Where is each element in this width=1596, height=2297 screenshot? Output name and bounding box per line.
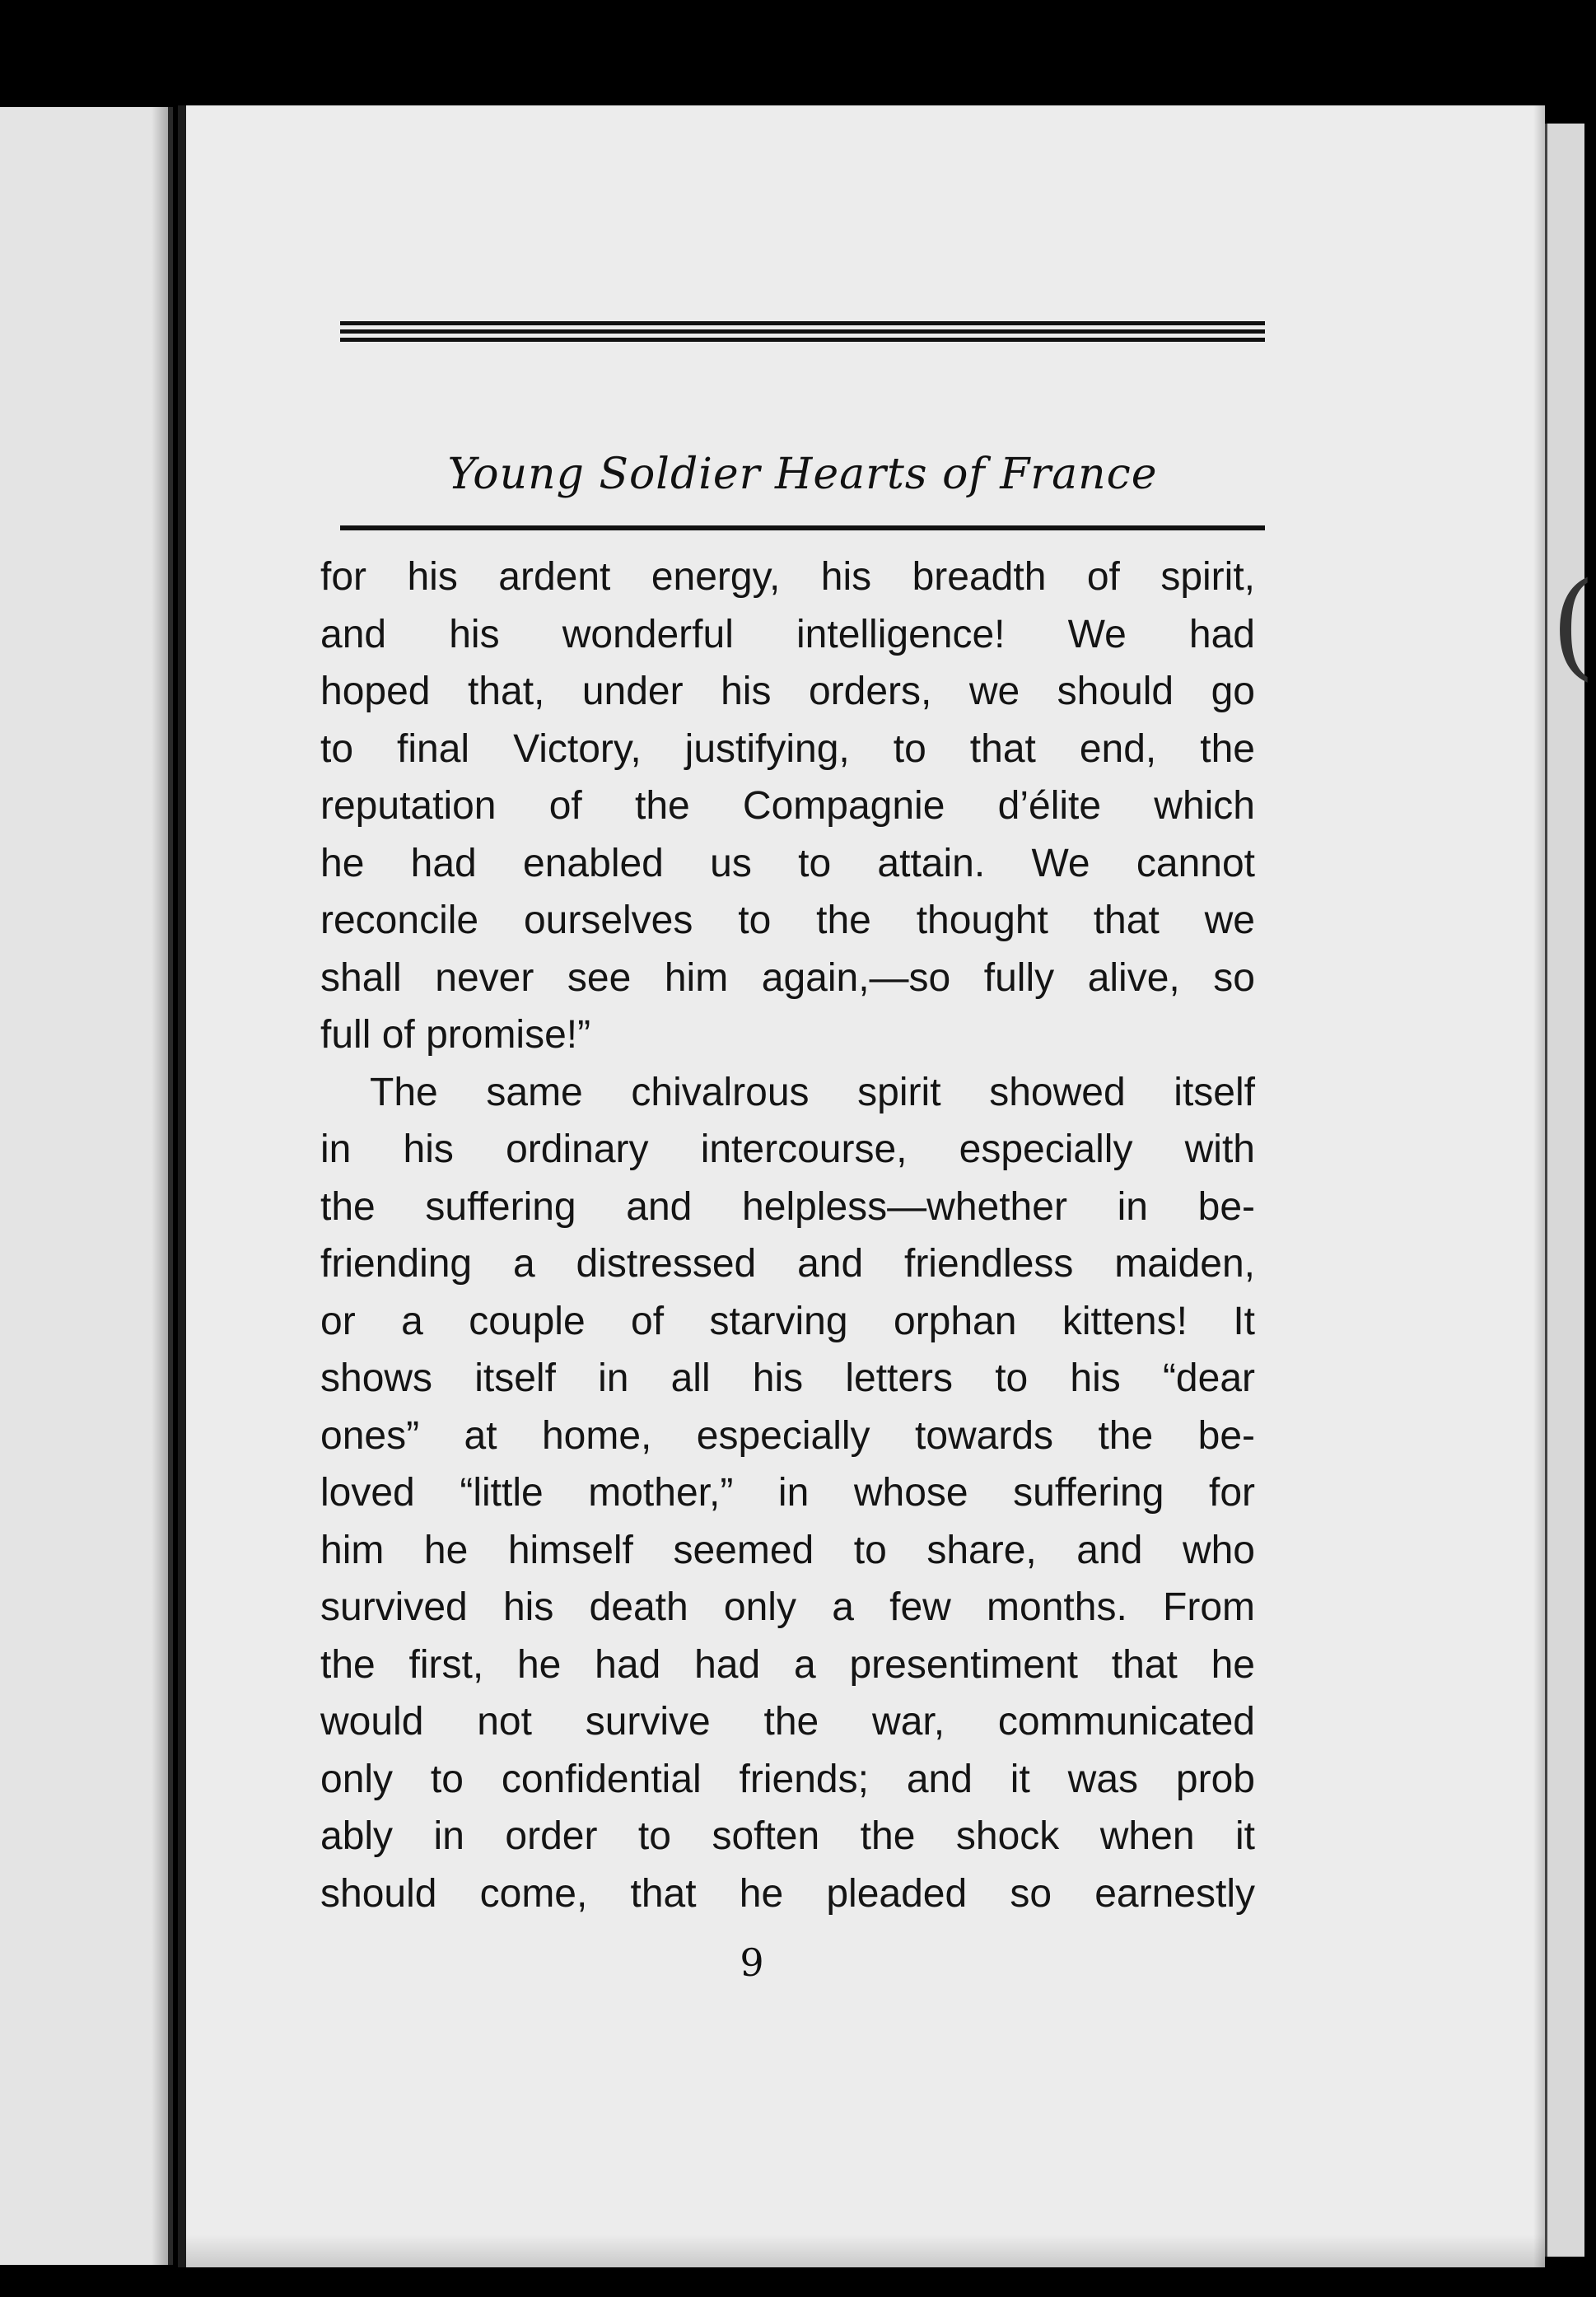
header-rule-top (340, 321, 1265, 325)
text-line: to final Victory, justifying, to that end, the (320, 726, 1255, 771)
header-double-rule (340, 321, 1265, 346)
right-page-edge (1545, 124, 1596, 2257)
text-line: and his wonderful intelligence! We had (320, 612, 1255, 656)
text-line: only to confidential friends; and it was prob (320, 1757, 1255, 1801)
bracket-glyph: ( (1551, 558, 1596, 693)
text-line: or a couple of starving orphan kittens! It (320, 1299, 1255, 1343)
text-line: the first, he had had a presentiment that he (320, 1642, 1255, 1687)
text-line: reputation of the Compagnie d’élite which (320, 784, 1255, 828)
text-line: reconcile ourselves to the thought that we (320, 899, 1255, 942)
text-line: full of promise!” (320, 1013, 591, 1057)
text-line: friending a distressed and friendless maiden, (320, 1242, 1255, 1286)
left-page-edge (0, 107, 173, 2265)
page-number: 9 (740, 1940, 764, 1985)
text-line: him he himself seemed to share, and who (320, 1528, 1255, 1572)
running-head: Young Soldier Hearts of France (447, 450, 1158, 499)
text-line: ably in order to soften the shock when it (320, 1814, 1255, 1858)
text-line: would not survive the war, communicated (320, 1700, 1255, 1744)
text-line: he had enabled us to attain. We cannot (320, 841, 1255, 885)
text-line: hoped that, under his orders, we should go (320, 670, 1255, 713)
body-text (320, 549, 1255, 1922)
text-line: should come, that he pleaded so earnestly (320, 1871, 1255, 1916)
book-page (178, 105, 1545, 2267)
text-line: for his ardent energy, his breadth of spirit, (320, 555, 1255, 599)
text-line: the suffering and helpless—whether in be- (320, 1184, 1255, 1229)
text-line: The same chivalrous spirit showed itself (370, 1070, 1255, 1114)
running-head-underline (340, 525, 1265, 530)
text-line: shows itself in all his letters to his “dear (320, 1356, 1255, 1400)
header-rule-middle (340, 329, 1265, 334)
text-line: in his ordinary intercourse, especially with (320, 1127, 1255, 1171)
text-line: ones” at home, especially towards the be- (320, 1413, 1255, 1458)
page-bottom-shadow (186, 2234, 1545, 2267)
text-line: survived his death only a few months. From (320, 1585, 1255, 1629)
header-rule-bottom (340, 338, 1265, 342)
text-line: loved “little mother,” in whose suffering for (320, 1471, 1255, 1515)
text-line: shall never see him again,—so fully alive, so (320, 955, 1255, 1000)
